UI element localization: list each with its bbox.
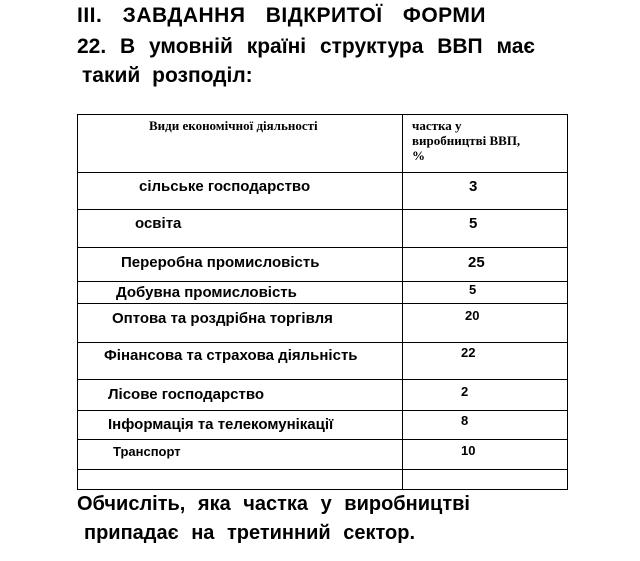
activity-cell: Лісове господарство <box>108 386 265 403</box>
share-cell: 8 <box>461 413 469 428</box>
share-cell: 20 <box>465 308 480 323</box>
column-header-share-line: % <box>412 148 425 163</box>
share-cell: 5 <box>469 215 478 232</box>
task-statement-line2: такий розподіл: <box>82 64 253 87</box>
table-divider <box>77 281 568 282</box>
activity-cell: сільське господарство <box>139 178 311 195</box>
share-cell: 5 <box>469 282 477 297</box>
table-divider <box>77 410 568 411</box>
table-divider <box>77 247 568 248</box>
column-header-share-line: частка у <box>412 118 462 133</box>
activity-cell: Транспорт <box>113 444 181 459</box>
share-cell: 25 <box>468 254 485 271</box>
table-divider <box>77 342 568 343</box>
share-cell: 22 <box>461 345 476 360</box>
task-statement-line1: 22. В умовній країні структура ВВП має <box>77 35 536 58</box>
activity-cell: Фінансова та страхова діяльність <box>104 347 358 364</box>
table-border-bottom <box>77 489 568 490</box>
activity-cell: Переробна промисловість <box>121 254 320 271</box>
table-divider <box>77 209 568 210</box>
activity-cell: Оптова та роздрібна торгівля <box>112 310 333 327</box>
share-cell: 3 <box>469 178 478 195</box>
share-cell: 2 <box>461 384 469 399</box>
column-header-share <box>412 118 520 163</box>
question-line1: Обчисліть, яка частка у виробництві <box>77 493 470 515</box>
table-divider <box>77 379 568 380</box>
question-line2: припадає на третинний сектор. <box>84 522 416 544</box>
table-divider <box>77 469 568 470</box>
activity-cell: Інформація та телекомунікації <box>108 416 334 433</box>
table-border-left <box>77 114 78 490</box>
table-divider <box>77 172 568 173</box>
section-heading: III. ЗАВДАННЯ ВІДКРИТОЇ ФОРМИ <box>77 4 486 27</box>
gdp-structure-table <box>77 114 568 490</box>
table-divider <box>77 439 568 440</box>
column-header-activity: Види економічної діяльності <box>149 118 318 133</box>
share-cell: 10 <box>461 443 476 458</box>
table-border-right <box>567 114 568 490</box>
activity-cell: освіта <box>135 215 182 232</box>
column-header-share-line: виробництві ВВП, <box>412 133 521 148</box>
table-column-divider <box>402 114 403 490</box>
table-divider <box>77 303 568 304</box>
activity-cell: Добувна промисловість <box>116 284 297 301</box>
table-border-top <box>77 114 568 115</box>
